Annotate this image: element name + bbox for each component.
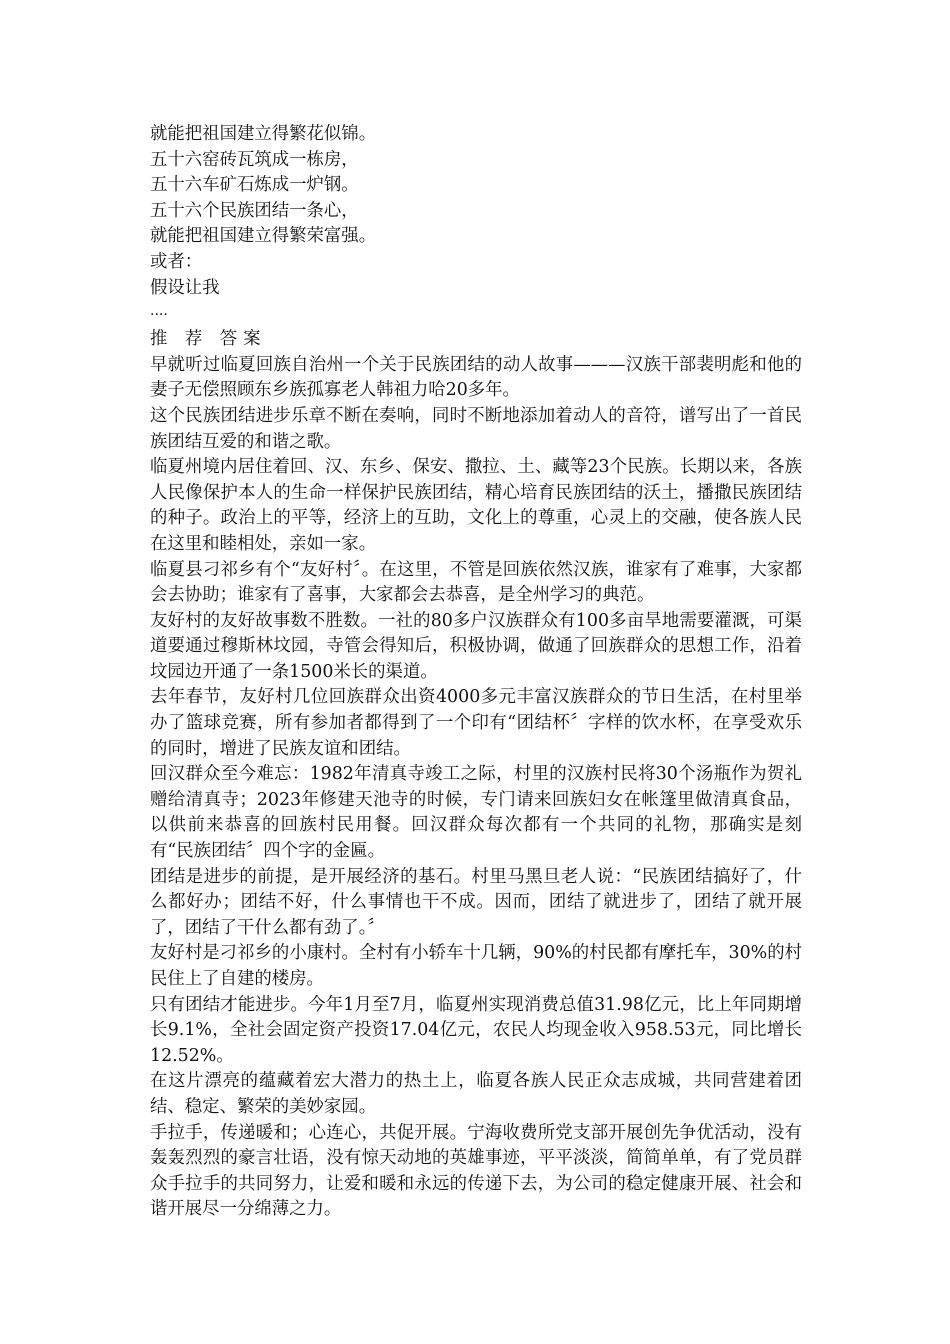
body-paragraph: 友好村的友好故事数不胜数。一社的80多户汉族群众有100多亩旱地需要灌溉，可渠道要通过穆斯林坟园，寺管会得知后，积极协调，做通了回族群众的思想工作，沿着坟园边开通了一条1500米长的渠道。 bbox=[150, 610, 802, 682]
poem-line: 五十六车矿石炼成一炉钢。 bbox=[150, 175, 359, 196]
alternative-line: 假设让我 bbox=[150, 277, 220, 298]
body-paragraph: 友好村是刁祁乡的小康村。全村有小轿车十几辆，90%的村民都有摩托车，30%的村民住上了自建的楼房。 bbox=[150, 943, 802, 989]
body-paragraph: 早就听过临夏回族自治州一个关于民族团结的动人故事———汉族干部裴明彪和他的妻子无偿照顾东乡族孤寡老人韩祖力哈20多年。 bbox=[150, 354, 802, 401]
alternative-label: 或者： bbox=[150, 251, 203, 272]
poem-line: 就能把祖国建立得繁花似锦。 bbox=[150, 124, 377, 144]
body-paragraph: 回汉群众至今难忘：1982年清真寺竣工之际，村里的汉族村民将30个汤瓶作为贺礼赠给清真寺；2023年修建天池寺的时候，专门请来回族妇女在帐篷里做清真食品，以供前来恭喜的回族村民用餐。回汉群众每次都有一个共同的礼物，那确实是刻有“民族团结〞四个字的金匾。 bbox=[150, 764, 802, 862]
body-paragraph: 临夏州境内居住着回、汉、东乡、保安、撒拉、土、藏等23个民族。长期以来，各族人民像保护本人的生命一样保护民族团结，精心培育民族团结的沃土，播撒民族团结的种子。政治上的平等，经济上的互助，文化上的尊重，心灵上的交融，使各族人民在这里和睦相处，亲如一家。 bbox=[150, 457, 802, 554]
recommend-heading: 推 荐 答案 bbox=[150, 329, 267, 350]
body-paragraph: 这个民族团结进步乐章不断在奏响，同时不断地添加着动人的音符，谱写出了一首民族团结互爱的和谐之歌。 bbox=[150, 405, 802, 452]
body-paragraph: 团结是进步的前提，是开展经济的基石。村里马黑旦老人说：“民族团结搞好了，什么都好办；团结不好，什么事情也干不成。因而，团结了就进步了，团结了就开展了，团结了干什么都有劲了。〞 bbox=[150, 866, 802, 938]
body-paragraph: 手拉手，传递暖和；心连心，共促开展。宁海收费所党支部开展创先争优活动，没有轰轰烈烈的豪言壮语，没有惊天动地的英雄事迹，平平淡淡，简简单单，有了党员群众手拉手的共同努力，让爱和暖和永远的传递下去，为公司的稳定健康开展、社会和谐开展尽一分绵薄之力。 bbox=[150, 1122, 802, 1220]
ellipsis: .... bbox=[150, 303, 168, 320]
body-paragraph: 临夏县刁祁乡有个“友好村〞。在这里，不管是回族依然汉族，谁家有了难事，大家都会去协助；谁家有了喜事，大家都会去恭喜，是全州学习的典范。 bbox=[150, 559, 802, 606]
body-paragraph: 只有团结才能进步。今年1月至7月，临夏州实现消费总值31.98亿元，比上年同期增长9.1%，全社会固定资产投资17.04亿元，农民人均现金收入958.53元，同比增长12.52%。 bbox=[150, 994, 802, 1066]
body-paragraph: 在这片漂亮的蕴藏着宏大潜力的热土上，临夏各族人民正众志成城，共同营建着团结、稳定、繁荣的美妙家园。 bbox=[150, 1071, 802, 1117]
poem-line: 五十六窑砖瓦筑成一栋房， bbox=[150, 149, 359, 170]
poem-line: 就能把祖国建立得繁荣富强。 bbox=[150, 226, 377, 247]
document-page bbox=[150, 122, 802, 1223]
poem-line: 五十六个民族团结一条心， bbox=[150, 200, 359, 221]
body-paragraph: 去年春节，友好村几位回族群众出资4000多元丰富汉族群众的节日生活，在村里举办了篮球竞赛，所有参加者都得到了一个印有“团结杯〞字样的饮水杯，在享受欢乐的同时，增进了民族友谊和团结。 bbox=[150, 687, 802, 759]
